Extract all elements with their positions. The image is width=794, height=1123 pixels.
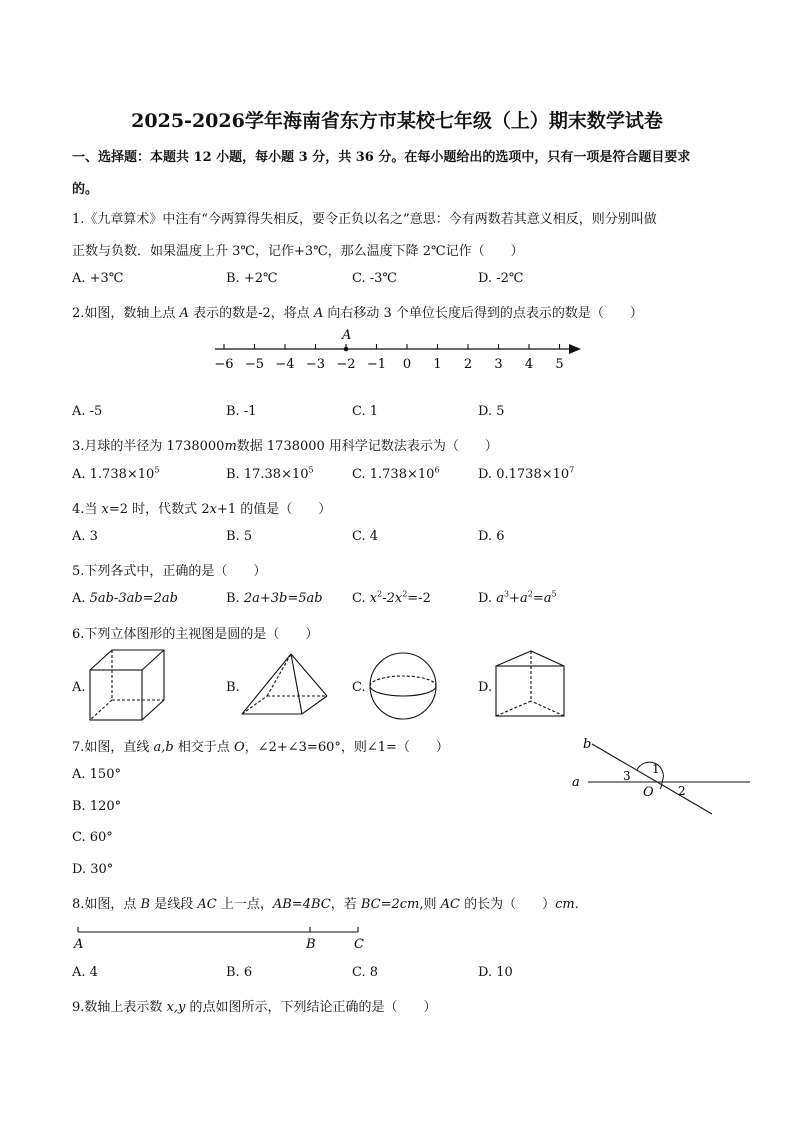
q5-option-d: D. $a^3+a^2=a^5$ [478,589,557,606]
number-line-tick-label: 4 [524,357,534,372]
label-o: O [643,785,654,800]
number-line-tick-label: 1 [433,357,442,372]
q6-option-d-label: D. [478,680,493,695]
section-header-line2: 的。 [72,182,99,197]
q8-option-d: D. 10 [478,965,513,980]
label-point-a: A [74,937,84,952]
q4-option-c: C. 4 [352,529,379,544]
q1-option-b: B. +2℃ [226,271,278,286]
number-line-tick-label: −2 [336,357,356,372]
label-angle-1: 1 [652,762,660,776]
q7-intersecting-lines-figure [568,732,754,822]
q4-stem: 4.当 x=2 时，代数式 2x+1 的值是（ ） [72,502,332,517]
q5-option-c: C. $x^2-2x^2=-2$ [352,589,431,606]
q3-option-a: A. $1.738\times 10^5$ [72,465,160,482]
q8-option-b: B. 6 [226,965,253,980]
q2-stem: 2.如图，数轴上点 A 表示的数是-2，将点 A 向右移动 3 个单位长度后得到的点表示的数是（ ） [72,306,643,321]
q3-option-b: B. $17.38\times 10^5$ [226,465,314,482]
q8-option-a: A. 4 [72,965,98,980]
q3-option-c: C. $1.738\times 10^6$ [352,465,440,482]
q7-stem: 7.如图，直线 a,b 相交于点 O，∠2+∠3=60°，则∠1=（ ） [72,740,449,755]
cube-figure [86,646,168,724]
q6-option-b-label: B. [226,680,240,695]
point-a-dot [344,347,349,352]
label-angle-2: 2 [678,784,686,798]
page-title: 2025-2026学年海南省东方市某校七年级（上）期末数学试卷 [131,110,663,132]
q3-stem: 3.月球的半径为 1738000m数据 1738000 用科学记数法表示为（ ） [72,439,498,454]
number-line-tick-label: −3 [305,357,326,372]
q7-option-d: D. 30° [72,862,114,877]
q6-stem: 6.下列立体图形的主视图是圆的是（ ） [72,627,319,642]
sphere-figure [366,650,442,722]
q7-option-c: C. 60° [72,830,113,845]
q1-option-d: D. -2℃ [478,271,524,286]
q8-stem: 8.如图，点 B 是线段 AC 上一点，AB=4BC，若 BC=2cm,则 AC 的长为（ ）cm. [72,897,579,912]
q7-option-b: B. 120° [72,799,122,814]
label-point-c: C [354,937,364,952]
label-b: b [583,737,592,752]
number-line-tick-label: 3 [494,357,503,372]
q9-stem: 9.数轴上表示数 x,y 的点如图所示，下列结论正确的是（ ） [72,1000,437,1015]
number-line-ticks [214,344,563,372]
q6-option-c-label: C. [352,680,366,695]
label-angle-3: 3 [623,769,631,783]
q7-option-a: A. 150° [72,767,121,782]
section-header-line1: 一、选择题：本题共 12 小题，每小题 3 分，共 36 分。在每小题给出的选项中，只有一项是符合题目要求 [72,150,691,165]
q2-number-line-figure [205,324,590,374]
number-line-tick-label: −6 [214,357,234,372]
label-a: a [572,775,580,790]
number-line-arrow [569,344,581,354]
number-line-tick-label: 2 [463,357,473,372]
q1-stem-line1: 1.《九章算术》中注有“今两算得失相反，要令正负以名之”意思：今有两数若其意义相反，则分别叫做 [72,212,657,227]
q4-option-b: B. 5 [226,529,253,544]
q5-option-a: A. 5ab-3ab=2ab [72,591,178,606]
q1-option-a: A. +3℃ [72,271,124,286]
number-line-tick-label: −4 [275,357,295,372]
q2-option-d: D. 5 [478,404,505,419]
angle-2-arc [660,782,662,789]
number-line-tick-label: −1 [366,357,387,372]
q1-option-c: C. -3℃ [352,271,397,286]
q6-option-a-label: A. [72,680,86,695]
q4-option-a: A. 3 [72,529,98,544]
q4-option-d: D. 6 [478,529,505,544]
q2-option-c: C. 1 [352,404,379,419]
triangular-prism-figure [492,648,570,720]
number-line-tick-label: 5 [555,357,564,372]
q5-option-b: B. 2a+3b=5ab [226,591,323,606]
q8-segment-figure [70,922,370,952]
point-a-label: A [342,328,352,343]
q1-stem-line2: 正数与负数．如果温度上升 3℃，记作+3℃，那么温度下降 2℃记作（ ） [72,244,524,259]
q2-option-a: A. -5 [72,404,103,419]
q5-stem: 5.下列各式中，正确的是（ ） [72,564,267,579]
line-b [592,744,712,814]
q2-option-b: B. -1 [226,404,257,419]
number-line-tick-label: 0 [402,357,412,372]
pyramid-figure [239,650,331,718]
label-point-b: B [306,937,316,952]
number-line-tick-label: −5 [244,357,265,372]
q3-option-d: D. $0.1738\times 10^7$ [478,465,575,482]
q8-option-c: C. 8 [352,965,379,980]
